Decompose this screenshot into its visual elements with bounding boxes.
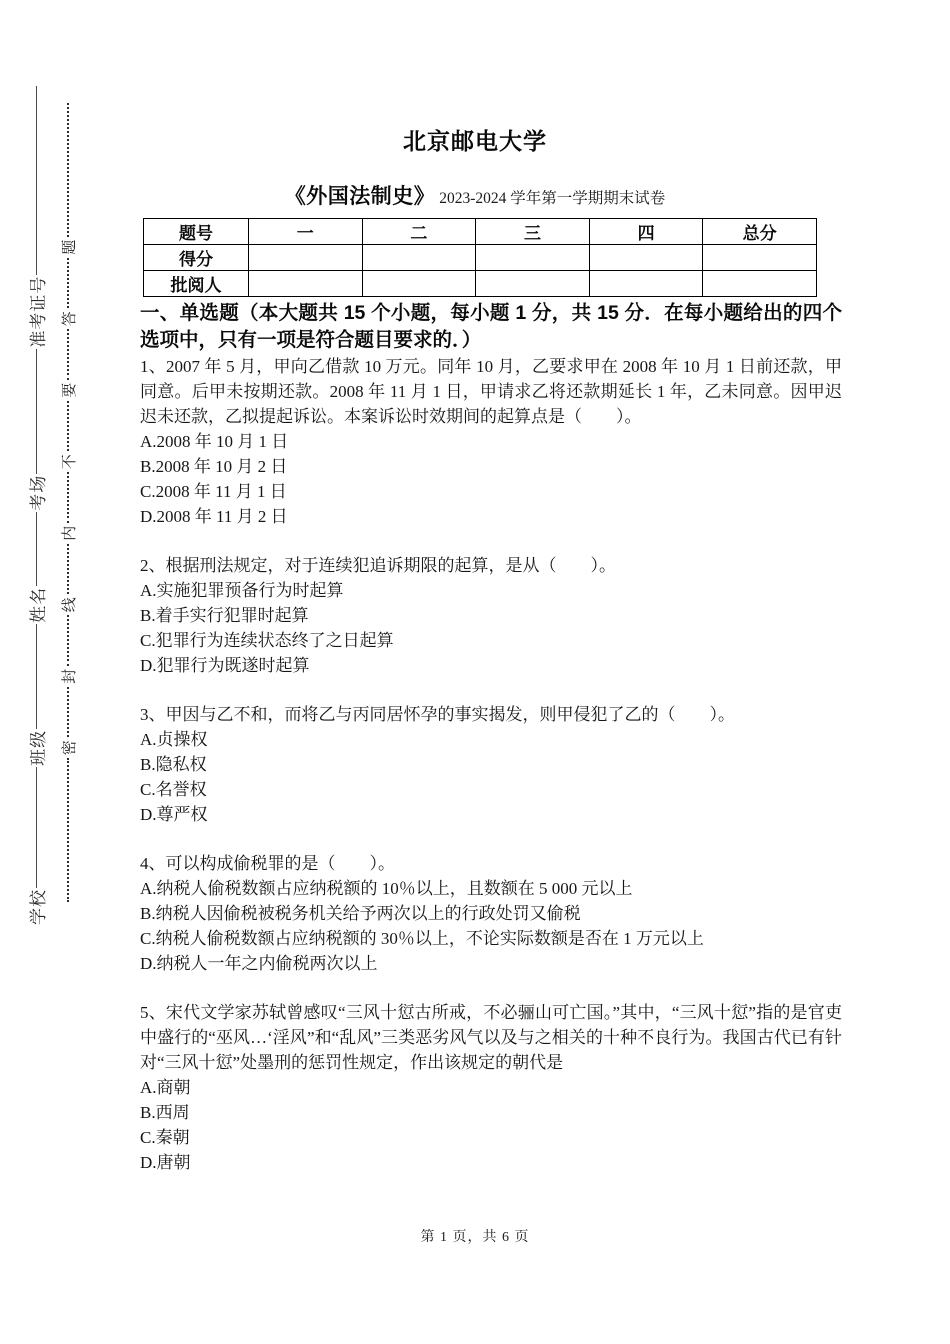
option-line: C.2008 年 11 月 1 日 (140, 482, 287, 501)
option-line: A.实施犯罪预备行为时起算 (140, 581, 344, 600)
seal-dots (67, 687, 69, 737)
option-line: B.纳税人因偷税被税务机关给予两次以上的行政处罚又偷税 (140, 904, 581, 923)
fill-in-line (36, 624, 37, 729)
question-stem: 5、宋代文学家苏轼曾感叹“三风十愆古所戒，不必骊山可亡国。”其中，“三风十愆”指的是官吏中盛行的“巫风…‘淫风”和“乱风”三类恶劣风气以及与之相关的十种不良行为。我国古代已有针对“三风十愆”处墨刑的惩罚性规定，作出该规定的朝代是 (140, 1003, 842, 1072)
name-label: 姓名 (28, 586, 48, 623)
option-line: C.犯罪行为连续状态终了之日起算 (140, 631, 394, 650)
empty-score-cell (589, 245, 703, 271)
row-label: 得分 (144, 245, 249, 271)
col-header: 总分 (703, 219, 817, 245)
col-header: 二 (362, 219, 476, 245)
option-line: D.尊严权 (140, 805, 208, 824)
score-row (144, 245, 817, 271)
university-title: 北京邮电大学 (403, 128, 547, 154)
seal-dots (67, 472, 69, 522)
seal-line-strip (57, 100, 79, 905)
section-heading: 一、单选题（本大题共 15 个小题，每小题 1 分，共 15 分．在每小题给出的四个选项中，只有一项是符合题目要求的．） (140, 302, 842, 351)
question-stem: 4、可以构成偷税罪的是（ ）。 (140, 854, 395, 873)
seal-line (57, 100, 79, 905)
fill-in-line (36, 767, 37, 888)
school-label: 学校 (28, 889, 48, 925)
seal-dots (67, 258, 69, 308)
seal-dots (67, 615, 69, 665)
option-line: C.名誉权 (140, 780, 207, 799)
empty-score-cell (476, 245, 590, 271)
score-table-header-row (144, 219, 817, 245)
option-line: B.西周 (140, 1103, 190, 1122)
option-line: A.贞操权 (140, 730, 208, 749)
empty-score-cell (703, 271, 817, 297)
score-table (143, 218, 817, 297)
option-line: B.着手实行犯罪时起算 (140, 606, 309, 625)
question-stem: 1、2007 年 5 月，甲向乙借款 10 万元。同年 10 月，乙要求甲在 2008 年 10 月 1 日前还款，甲同意。后甲未按期还款。2008 年 11 月 1 日，甲请求乙将还款期延长 1 年，乙未同意。因甲迟迟未还款，乙拟提起诉讼。本案诉讼时效期间的起算点是（ ）。 (140, 357, 842, 426)
option-line: A.商朝 (140, 1078, 191, 1097)
class-label: 班级 (28, 729, 48, 766)
seal-char: 线 (61, 597, 78, 613)
col-header: 三 (476, 219, 590, 245)
seal-char: 不 (61, 454, 78, 470)
seal-char: 题 (61, 239, 78, 255)
option-line: C.纳税人偷税数额占应纳税额的 30％以上，不论实际数额是否在 1 万元以上 (140, 929, 704, 948)
seal-char: 封 (61, 668, 78, 684)
content-column (140, 215, 842, 1175)
seal-char: 答 (61, 311, 78, 327)
option-line: D.犯罪行为既遂时起算 (140, 656, 310, 675)
seal-char: 内 (61, 525, 78, 541)
question-block-3 (140, 702, 842, 827)
seal-dots (67, 544, 69, 594)
option-line: D.2008 年 11 月 2 日 (140, 507, 288, 526)
question-block-5 (140, 1000, 842, 1175)
col-header: 一 (249, 219, 363, 245)
exam-subtitle (0, 182, 950, 214)
question-block-4 (140, 851, 842, 976)
option-line: A.2008 年 10 月 1 日 (140, 432, 289, 451)
exam-room-label: 考场 (28, 474, 48, 511)
course-title: 《外国法制史》 (284, 185, 436, 208)
seal-dots (67, 329, 69, 379)
empty-score-cell (362, 271, 476, 297)
question-stem: 3、甲因与乙不和，而将乙与丙同居怀孕的事实揭发，则甲侵犯了乙的（ ）。 (140, 705, 735, 724)
question-block-2 (140, 553, 842, 678)
row-label: 批阅人 (144, 271, 249, 297)
option-line: D.唐朝 (140, 1153, 191, 1172)
term-subtitle: 2023-2024 学年第一学期期末试卷 (439, 190, 666, 207)
empty-score-cell (589, 271, 703, 297)
fill-in-line (36, 349, 37, 474)
reviewer-row (144, 271, 817, 297)
col-header: 四 (589, 219, 703, 245)
empty-score-cell (476, 271, 590, 297)
empty-score-cell (249, 245, 363, 271)
page-footer: 第 1 页，共 6 页 (420, 1230, 530, 1245)
option-line: B.2008 年 10 月 2 日 (140, 457, 288, 476)
admission-number-label: 准考证号 (28, 275, 48, 348)
seal-char: 要 (61, 382, 78, 398)
option-line: A.纳税人偷税数额占应纳税额的 10％以上，且数额在 5 000 元以上 (140, 879, 633, 898)
seal-dots (67, 401, 69, 451)
empty-score-cell (249, 271, 363, 297)
option-line: B.隐私权 (140, 755, 207, 774)
empty-score-cell (703, 245, 817, 271)
question-stem: 2、根据刑法规定，对于连续犯追诉期限的起算，是从（ ）。 (140, 556, 616, 575)
option-line: D.纳税人一年之内偷税两次以上 (140, 954, 378, 973)
fill-in-line (36, 512, 37, 586)
seal-dots (67, 758, 69, 902)
question-block-1 (140, 354, 842, 529)
option-line: C.秦朝 (140, 1128, 190, 1147)
col-header: 题号 (144, 219, 249, 245)
header (0, 0, 950, 214)
question-list (140, 354, 842, 1175)
empty-score-cell (362, 245, 476, 271)
seal-char: 密 (61, 740, 78, 756)
